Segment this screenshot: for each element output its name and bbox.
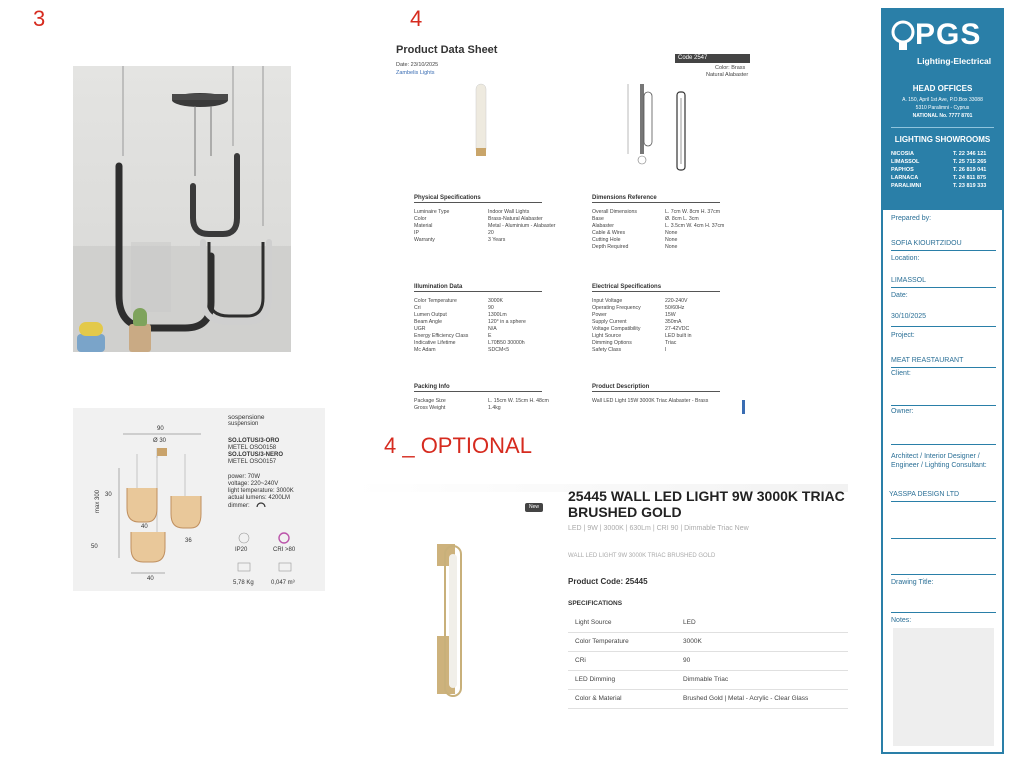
optional-product <box>353 484 848 706</box>
illum-key: Cri <box>414 305 421 311</box>
dim-val: L. 7cm W. 8cm H. 37cm <box>665 209 721 215</box>
illum-key: Lumen Output <box>414 312 447 318</box>
address-line-3: NATIONAL No. 7777 8701 <box>912 113 973 119</box>
dim-40a: 40 <box>141 524 148 530</box>
spec-key: Color Temperature <box>575 638 629 645</box>
dim-30b: 30 <box>105 492 112 498</box>
elec-key: Input Voltage <box>592 298 623 304</box>
illum-key: UGR <box>414 326 426 332</box>
city-phone: T. 25 715 265 <box>953 159 987 165</box>
client-label: Client: <box>891 370 911 377</box>
new-badge: New <box>525 503 543 512</box>
dim-50: 50 <box>91 544 98 550</box>
illum-key: Indicative Lifetime <box>414 340 456 346</box>
physical-val: Indoor Wall Lights <box>488 209 530 215</box>
physical-key: IP <box>414 230 419 236</box>
elec-key: Light Source <box>592 333 622 339</box>
location-value: LIMASSOL <box>891 277 927 284</box>
elec-key: Operating Frequency <box>592 305 641 311</box>
description-heading: Product Description <box>592 384 720 392</box>
illum-key: Mc Adam <box>414 347 436 353</box>
address-line-1: A. 150, April 1st Ave, P.O.Box 33088 <box>902 97 983 103</box>
volume: 0,047 m³ <box>271 580 295 586</box>
dim-max: max 300 <box>95 489 102 514</box>
physical-val: 3 Years <box>488 237 506 243</box>
illum-val: L70B50 30000h <box>488 340 525 346</box>
spec-val: 3000K <box>683 638 702 645</box>
city-name: PAPHOS <box>891 167 914 173</box>
dimensions-heading: Dimensions Reference <box>592 195 720 203</box>
illum-key: Energy Efficiency Class <box>414 333 469 339</box>
dim-key: Overall Dimensions <box>592 209 637 215</box>
label-4-optional: 4 _ OPTIONAL <box>384 433 532 458</box>
sheet3-title: sospensione <box>228 414 265 421</box>
showrooms-heading: LIGHTING SHOWROOMS <box>894 135 991 144</box>
dim-36: 36 <box>185 538 192 544</box>
illum-val: 3000K <box>488 298 504 304</box>
pds-color2: Natural Alabaster <box>706 72 749 78</box>
pds-title: Product Data Sheet <box>396 44 498 56</box>
sheet3-subtitle: suspension <box>228 421 259 427</box>
prepared-by-label: Prepared by: <box>891 215 932 222</box>
drawing-title-label: Drawing Title: <box>891 579 934 586</box>
notes-label: Notes: <box>891 617 912 624</box>
city-phone: T. 24 811 875 <box>953 175 987 181</box>
label-3: 3 <box>33 6 46 31</box>
location-label: Location: <box>891 255 920 262</box>
prepared-by-value: SOFIA KIOURTZIDOU <box>891 240 962 247</box>
company-header <box>883 10 1002 210</box>
owner-label: Owner: <box>891 408 914 415</box>
physical-val: Metal - Aluminium - Alabaster <box>488 223 556 229</box>
illum-key: Beam Angle <box>414 319 442 325</box>
pack-val: L. 15cm W. 15cm H. 48cm <box>488 398 549 404</box>
dim-key: Cable & Wires <box>592 230 626 236</box>
date-value: 30/10/2025 <box>891 313 927 320</box>
dim-val: L. 3.5cm W. 4cm H. 37cm <box>665 223 725 229</box>
elec-val: I <box>665 347 667 353</box>
elec-val: 220-240V <box>665 298 688 304</box>
dim-40b: 40 <box>147 576 154 582</box>
ip-rating: IP20 <box>235 547 248 553</box>
head-offices-heading: HEAD OFFICES <box>912 84 973 93</box>
illum-key: Color Temperature <box>414 298 457 304</box>
product-data-sheet <box>392 40 757 420</box>
dim-key: Alabaster <box>592 223 614 229</box>
illum-val: N/A <box>488 326 497 332</box>
spec-key: CRi <box>575 657 586 664</box>
city-name: LARNACA <box>891 175 919 181</box>
city-phone: T. 22 346 121 <box>953 151 987 157</box>
spec-lumens: actual lumens: 4200LM <box>228 495 291 501</box>
spec-power: power: 70W <box>228 474 261 480</box>
physical-key: Warranty <box>414 237 435 243</box>
pack-key: Gross Weight <box>414 405 446 411</box>
weight: 5,78 Kg <box>233 580 254 586</box>
dim-90: 90 <box>157 426 164 432</box>
code-oro: SO.LOTUS/3-ORO <box>228 438 280 444</box>
elec-val: 27-42VDC <box>665 326 690 332</box>
spec-val: Dimmable Triac <box>683 676 729 683</box>
pack-key: Package Size <box>414 398 446 404</box>
title-block <box>881 8 1004 754</box>
illum-val: 120° in a sphere <box>488 319 526 325</box>
company-tagline: Lighting-Electrical <box>917 56 992 66</box>
elec-key: Safety Class <box>592 347 622 353</box>
spec-voltage: voltage: 220~240V <box>228 481 279 487</box>
elec-key: Supply Current <box>592 319 627 325</box>
table-row <box>568 690 848 709</box>
dim-key: Base <box>592 216 604 222</box>
spec-val: Brushed Gold | Metal - Acrylic - Clear Glass <box>683 695 809 702</box>
pds-date: Date: 23/10/2025 <box>396 62 439 68</box>
spec-temp: light temperature: 3000K <box>228 488 294 494</box>
city-name: PARALIMNI <box>891 183 922 189</box>
illum-val: SDCM<5 <box>488 347 510 353</box>
city-phone: T. 23 819 333 <box>953 183 987 189</box>
pds-product-drawing <box>392 40 757 190</box>
table-row <box>568 614 848 633</box>
project-value: MEAT REASTAURANT <box>891 357 964 364</box>
pendant-photo <box>73 66 291 352</box>
physical-val: Brass-Natural Alabaster <box>488 216 543 222</box>
spec-table <box>568 614 848 709</box>
specifications-heading: SPECIFICATIONS <box>568 600 623 607</box>
cri-rating: CRI >80 <box>273 547 296 553</box>
product-subtitle-1: LED | 9W | 3000K | 630Lm | CRI 90 | Dimmable Triac New <box>568 525 749 532</box>
dim-30a: Ø 30 <box>153 438 167 444</box>
elec-val: Triac <box>665 340 677 346</box>
city-name: NICOSIA <box>891 151 914 157</box>
elec-key: Dimming Options <box>592 340 632 346</box>
elec-val: 350mA <box>665 319 682 325</box>
table-row <box>568 652 848 671</box>
label-4: 4 <box>410 6 423 31</box>
spec-key: Color & Material <box>575 695 622 702</box>
dim-val: Ø. 8cm L. 3cm <box>665 216 699 222</box>
spec-val: 90 <box>683 657 691 664</box>
illumination-heading: Illumination Data <box>414 284 542 292</box>
pds-color1: Color: Brass <box>715 65 746 71</box>
spec-dimmer: dimmer: <box>228 503 250 509</box>
company-logo: PGS <box>915 18 982 51</box>
packing-heading: Packing Info <box>414 384 542 392</box>
city-phone: T. 26 819 041 <box>953 167 987 173</box>
pds-brand: Zambelis Lights <box>396 70 435 76</box>
dim-key: Depth Required <box>592 244 629 250</box>
date-label: Date: <box>891 292 908 299</box>
pds-code: Code 2547 <box>675 54 750 63</box>
electrical-heading: Electrical Specifications <box>592 284 720 292</box>
product-title: 25445 WALL LED LIGHT 9W 3000K TRIAC BRUSHED GOLD <box>568 488 845 520</box>
pack-val: 1.4kg <box>488 405 501 411</box>
dim-val: None <box>665 230 678 236</box>
physical-val: 20 <box>488 230 494 236</box>
pendant-tech-sheet <box>73 408 325 591</box>
elec-key: Power <box>592 312 607 318</box>
product-subtitle-2: WALL LED LIGHT 9W 3000K TRIAC BRUSHED GOLD <box>568 553 716 559</box>
elec-val: 15W <box>665 312 676 318</box>
project-label: Project: <box>891 332 915 339</box>
physical-heading: Physical Specifications <box>414 195 542 203</box>
architect-label: Architect / Interior Designer / Engineer / Lighting Consultant: <box>891 453 987 469</box>
physical-key: Material <box>414 223 433 229</box>
dim-val: None <box>665 244 678 250</box>
code-nero: SO.LOTUS/3-NERO <box>228 452 284 458</box>
illum-val: 90 <box>488 305 494 311</box>
spec-val: LED <box>683 619 696 626</box>
product-image <box>353 484 523 706</box>
notes-area[interactable] <box>893 628 994 746</box>
description-text: Wall LED Light 15W 3000K Triac Alabaster - Brass <box>592 398 709 404</box>
physical-key: Color <box>414 216 427 222</box>
elec-key: Voltage Compatibility <box>592 326 641 332</box>
address-line-2: 5310 Paralimni - Cyprus <box>915 105 970 111</box>
table-row <box>568 671 848 690</box>
product-code: Product Code: 25445 <box>568 577 648 586</box>
city-name: LIMASSOL <box>891 159 920 165</box>
dim-key: Cutting Hole <box>592 237 621 243</box>
illum-val: 1300Lm <box>488 312 507 318</box>
elec-val: 50/60Hz <box>665 305 685 311</box>
table-row <box>568 633 848 652</box>
spec-key: Light Source <box>575 619 612 626</box>
elec-val: LED built in <box>665 333 692 339</box>
metel-nero: METEL OSO0157 <box>228 459 277 465</box>
dim-val: None <box>665 237 678 243</box>
illum-val: E <box>488 333 492 339</box>
architect-value: YASSPA DESIGN LTD <box>889 491 960 498</box>
metel-oro: METEL OSO0158 <box>228 445 277 451</box>
physical-key: Luminaire Type <box>414 209 450 215</box>
spec-key: LED Dimming <box>575 676 616 683</box>
